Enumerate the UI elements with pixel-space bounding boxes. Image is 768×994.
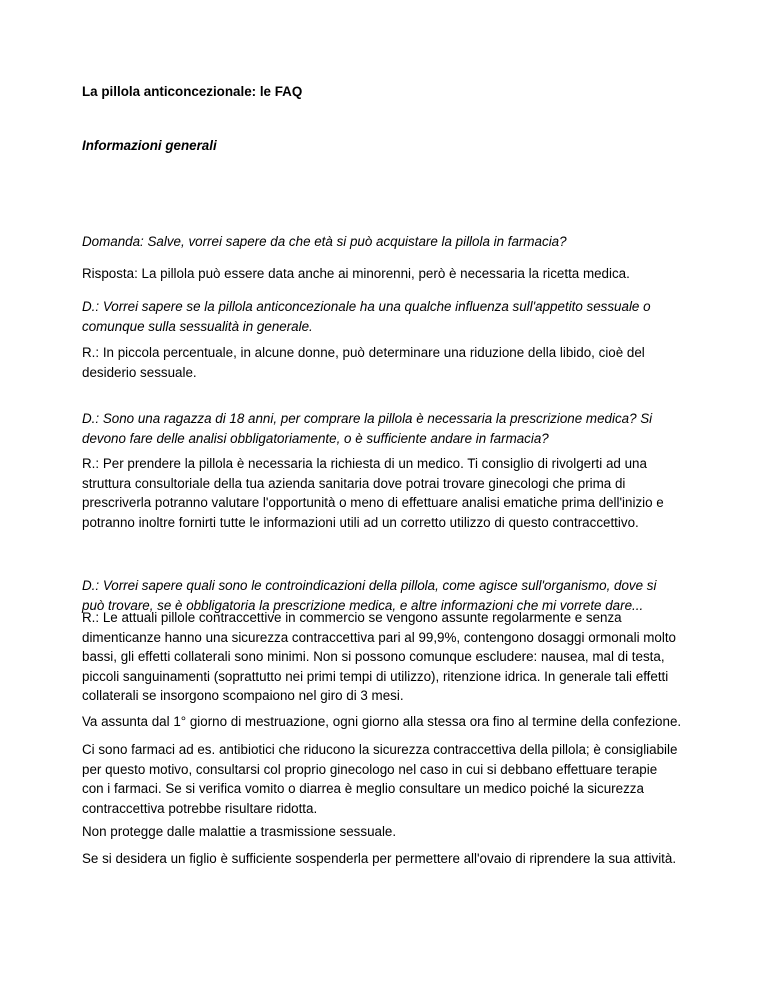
faq-question-4: D.: Vorrei sapere quali sono le controindicazioni della pillola, come agisce sull'organismo, dove si può trovare, se è obbligatoria la prescrizione medica, e altre informazioni che mi vorrete dare... — [82, 578, 657, 613]
faq-answer-1: Risposta: La pillola può essere data anche ai minorenni, però è necessaria la ricetta medica. — [82, 266, 630, 281]
faq-question-1: Domanda: Salve, vorrei sapere da che età si può acquistare la pillola in farmacia? — [82, 234, 567, 249]
faq-question-2: D.: Vorrei sapere se la pillola anticoncezionale ha una qualche influenza sull'appetito sessuale o comunque sulla sessualità in generale. — [82, 299, 651, 334]
paragraph-interactions: Ci sono farmaci ad es. antibiotici che riducono la sicurezza contraccettiva della pillola; è consigliabile per questo motivo, consultarsi col proprio ginecologo nel caso in cui si debbano effettuare terapie con i farmaci. Se si verifica vomito o diarrea è meglio consultare un medico poiché la sicurezza contraccettiva potrebbe risultare ridotta. — [82, 742, 678, 816]
section-heading: Informazioni generali — [82, 138, 217, 153]
faq-answer-2: R.: In piccola percentuale, in alcune donne, può determinare una riduzione della libido, cioè del desiderio sessuale. — [82, 345, 645, 380]
faq-question-3: D.: Sono una ragazza di 18 anni, per comprare la pillola è necessaria la prescrizione medica? Si devono fare delle analisi obbligatoriamente, o è sufficiente andare in farmacia? — [82, 411, 653, 446]
paragraph-fertility: Se si desidera un figlio è sufficiente sospenderla per permettere all'ovaio di riprendere la sua attività. — [82, 851, 677, 866]
faq-answer-4: R.: Le attuali pillole contraccettive in commercio se vengono assunte regolarmente e senza dimenticanze hanno una sicurezza contraccettiva pari al 99,9%, contengono dosaggi ormonali molto bassi, gli effetti collaterali sono minimi. Non si possono comunque escludere: nausea, mal di testa, piccoli sanguinamenti (soprattutto nei primi tempi di utilizzo), ritenzione idrica. In generale tali effetti collaterali se insorgono scompaiono nel giro di 3 mesi. — [82, 610, 677, 703]
paragraph-std: Non protegge dalle malattie a trasmissione sessuale. — [82, 824, 397, 839]
paragraph-dosage: Va assunta dal 1° giorno di mestruazione, ogni giorno alla stessa ora fino al termine della confezione. — [82, 714, 682, 729]
document-title: La pillola anticoncezionale: le FAQ — [82, 84, 303, 99]
faq-answer-3: R.: Per prendere la pillola è necessaria la richiesta di un medico. Ti consiglio di rivolgerti ad una struttura consultoriale della tua azienda sanitaria dove potrai trovare ginecologi che prima di prescriverla potranno valutare l'opportunità o meno di effettuare analisi ematiche prima dell'inizio e potranno inoltre fornirti tutte le informazioni utili ad un corretto utilizzo di questo contraccettivo. — [82, 456, 664, 530]
